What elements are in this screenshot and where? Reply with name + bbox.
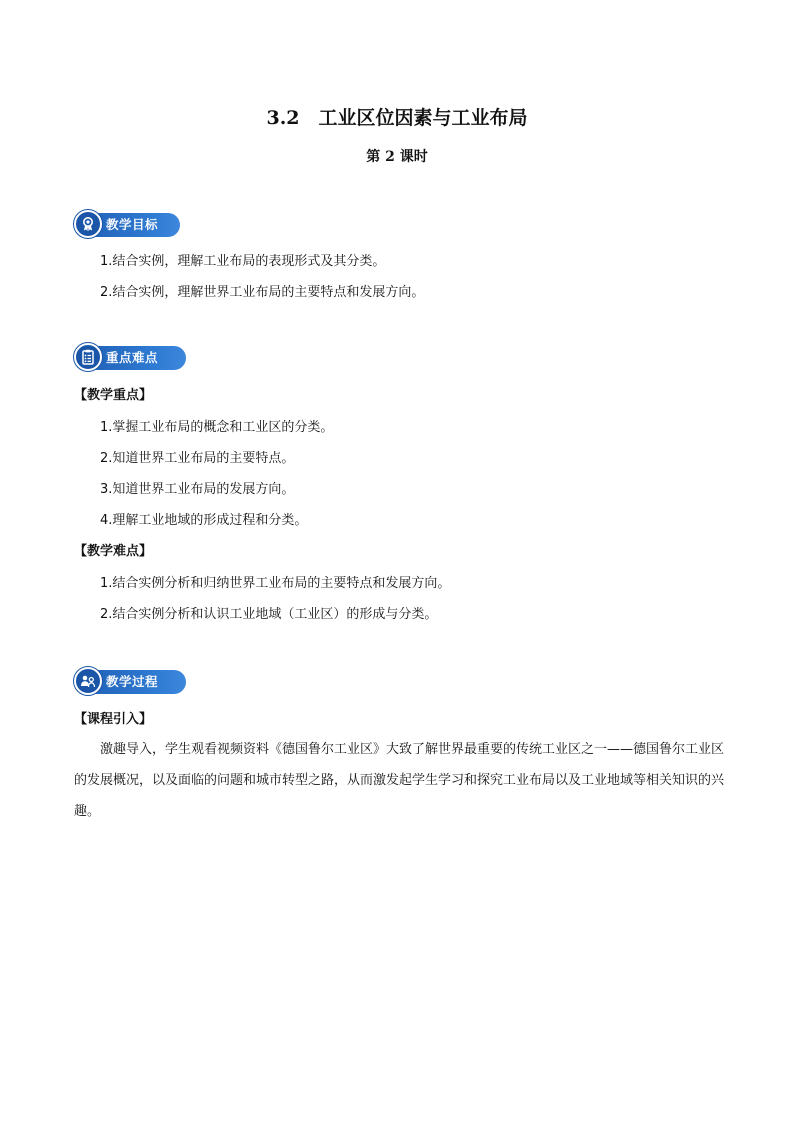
focus-item-4: 4.理解工业地域的形成过程和分类。 (100, 513, 308, 528)
goal-item-2: 2.结合实例，理解世界工业布局的主要特点和发展方向。 (100, 285, 425, 300)
clipboard-list-icon (74, 343, 102, 371)
lesson-number: 第 2 课时 (366, 149, 428, 165)
badge-label: 重点难点 (106, 350, 159, 365)
goal-item-1: 1.结合实例，理解工业布局的表现形式及其分类。 (100, 254, 386, 269)
focus-item-2: 2.知道世界工业布局的主要特点。 (100, 451, 295, 466)
focus-item-3: 3.知道世界工业布局的发展方向。 (100, 482, 295, 497)
people-group-icon (74, 667, 102, 695)
page-title: 3.2 工业区位因素与工业布局 (266, 107, 528, 129)
intro-paragraph: 激趣导入，学生观看视频资料《德国鲁尔工业区》大致了解世界最重要的传统工业区之一——德国鲁尔工业区的发展概况，以及面临的问题和城市转型之路，从而激发起学生学习和探究工业布局以及工业地域等相关知识的兴趣。 (74, 742, 725, 819)
badge-label: 教学过程 (106, 674, 159, 689)
badge-label: 教学目标 (106, 217, 159, 232)
intro-label: 【课程引入】 (74, 712, 153, 727)
difficulty-label: 【教学难点】 (74, 544, 153, 559)
award-ribbon-icon (74, 210, 102, 238)
focus-label: 【教学重点】 (74, 388, 153, 403)
focus-item-1: 1.掌握工业布局的概念和工业区的分类。 (100, 420, 334, 435)
difficulty-item-2: 2.结合实例分析和认识工业地域（工业区）的形成与分类。 (100, 607, 438, 622)
difficulty-item-1: 1.结合实例分析和归纳世界工业布局的主要特点和发展方向。 (100, 576, 451, 591)
